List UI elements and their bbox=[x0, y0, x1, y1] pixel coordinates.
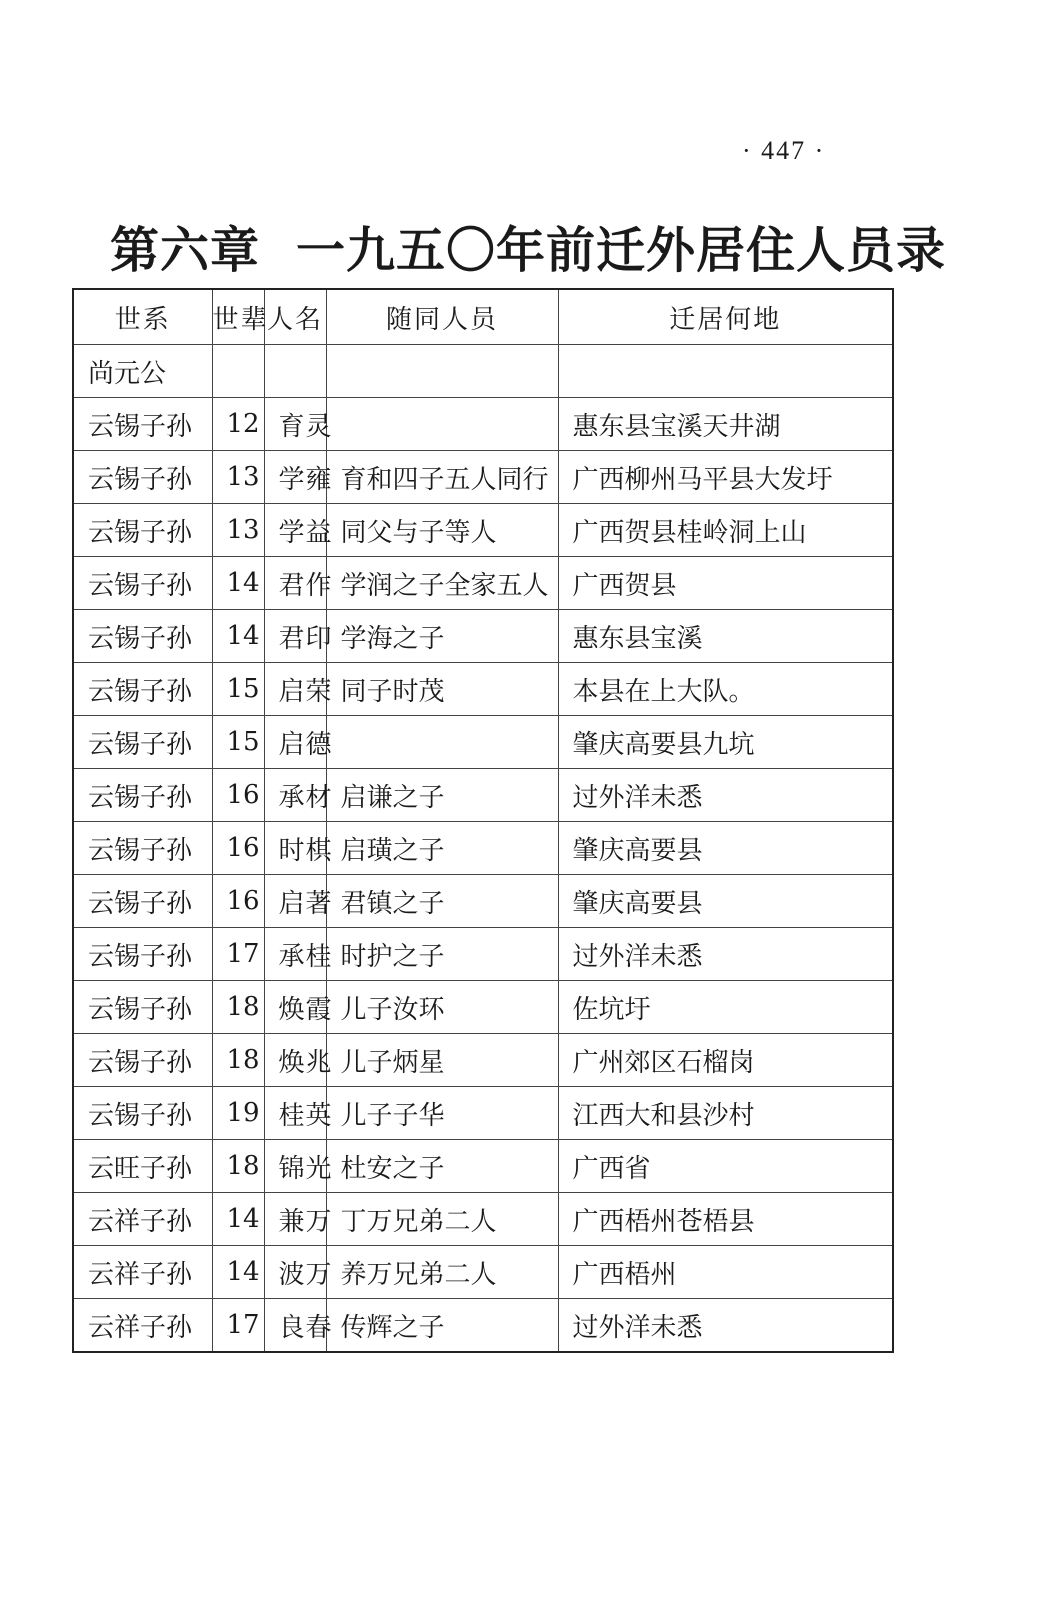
cell-generation: 16 bbox=[212, 769, 264, 822]
cell-companions: 杜安之子 bbox=[326, 1140, 558, 1193]
empty-cell bbox=[326, 345, 558, 398]
cell-companions bbox=[326, 398, 558, 451]
cell-destination: 过外洋未悉 bbox=[558, 769, 893, 822]
empty-cell bbox=[264, 345, 326, 398]
header-name: 人名 bbox=[264, 289, 326, 345]
cell-name: 启荣 bbox=[264, 663, 326, 716]
cell-name: 兼万 bbox=[264, 1193, 326, 1246]
cell-generation: 14 bbox=[212, 1193, 264, 1246]
cell-lineage: 云祥子孙 bbox=[73, 1299, 212, 1353]
chapter-title bbox=[110, 212, 947, 282]
cell-destination: 肇庆高要县 bbox=[558, 822, 893, 875]
table-row bbox=[73, 822, 893, 875]
cell-destination: 广西贺县桂岭洞上山 bbox=[558, 504, 893, 557]
cell-destination: 江西大和县沙村 bbox=[558, 1087, 893, 1140]
cell-name: 桂英 bbox=[264, 1087, 326, 1140]
cell-companions: 儿子子华 bbox=[326, 1087, 558, 1140]
cell-generation: 19 bbox=[212, 1087, 264, 1140]
table-row bbox=[73, 663, 893, 716]
empty-cell bbox=[558, 345, 893, 398]
cell-name: 时棋 bbox=[264, 822, 326, 875]
table-row bbox=[73, 1087, 893, 1140]
cell-name: 锦光 bbox=[264, 1140, 326, 1193]
cell-generation: 14 bbox=[212, 557, 264, 610]
cell-destination: 本县在上大队。 bbox=[558, 663, 893, 716]
table-row bbox=[73, 769, 893, 822]
cell-name: 波万 bbox=[264, 1246, 326, 1299]
header-destination: 迁居何地 bbox=[558, 289, 893, 345]
cell-companions: 君镇之子 bbox=[326, 875, 558, 928]
table-row bbox=[73, 928, 893, 981]
cell-lineage: 云锡子孙 bbox=[73, 1087, 212, 1140]
cell-destination: 广西梧州 bbox=[558, 1246, 893, 1299]
cell-lineage: 云锡子孙 bbox=[73, 928, 212, 981]
cell-name: 学雍 bbox=[264, 451, 326, 504]
cell-companions: 传辉之子 bbox=[326, 1299, 558, 1353]
table-row bbox=[73, 504, 893, 557]
emigration-record-table bbox=[72, 288, 894, 1353]
table-row bbox=[73, 1299, 893, 1353]
cell-lineage: 云旺子孙 bbox=[73, 1140, 212, 1193]
table-row bbox=[73, 1246, 893, 1299]
cell-lineage: 云祥子孙 bbox=[73, 1193, 212, 1246]
cell-destination: 广州郊区石榴岗 bbox=[558, 1034, 893, 1087]
table-row bbox=[73, 1193, 893, 1246]
cell-lineage: 云锡子孙 bbox=[73, 610, 212, 663]
chapter-number: 第六章 bbox=[110, 221, 261, 279]
cell-name: 良春 bbox=[264, 1299, 326, 1353]
cell-name: 焕霞 bbox=[264, 981, 326, 1034]
table-row bbox=[73, 981, 893, 1034]
cell-lineage: 云锡子孙 bbox=[73, 716, 212, 769]
cell-generation: 17 bbox=[212, 1299, 264, 1353]
group-row bbox=[73, 345, 893, 398]
cell-generation: 18 bbox=[212, 981, 264, 1034]
table-row bbox=[73, 557, 893, 610]
cell-generation: 12 bbox=[212, 398, 264, 451]
cell-generation: 17 bbox=[212, 928, 264, 981]
cell-generation: 18 bbox=[212, 1034, 264, 1087]
cell-companions: 启璜之子 bbox=[326, 822, 558, 875]
cell-companions: 儿子汝环 bbox=[326, 981, 558, 1034]
cell-generation: 15 bbox=[212, 716, 264, 769]
cell-destination: 肇庆高要县 bbox=[558, 875, 893, 928]
table-row bbox=[73, 875, 893, 928]
cell-destination: 过外洋未悉 bbox=[558, 928, 893, 981]
cell-lineage: 云锡子孙 bbox=[73, 1034, 212, 1087]
cell-name: 焕兆 bbox=[264, 1034, 326, 1087]
table-row bbox=[73, 610, 893, 663]
cell-destination: 过外洋未悉 bbox=[558, 1299, 893, 1353]
cell-generation: 13 bbox=[212, 504, 264, 557]
cell-destination: 惠东县宝溪 bbox=[558, 610, 893, 663]
table-row bbox=[73, 398, 893, 451]
cell-lineage: 云锡子孙 bbox=[73, 557, 212, 610]
cell-lineage: 云锡子孙 bbox=[73, 769, 212, 822]
cell-lineage: 云祥子孙 bbox=[73, 1246, 212, 1299]
cell-lineage: 云锡子孙 bbox=[73, 504, 212, 557]
cell-generation: 16 bbox=[212, 822, 264, 875]
cell-destination: 广西省 bbox=[558, 1140, 893, 1193]
cell-generation: 14 bbox=[212, 610, 264, 663]
cell-generation: 13 bbox=[212, 451, 264, 504]
cell-companions: 丁万兄弟二人 bbox=[326, 1193, 558, 1246]
cell-companions: 学润之子全家五人 bbox=[326, 557, 558, 610]
empty-cell bbox=[212, 345, 264, 398]
cell-companions bbox=[326, 716, 558, 769]
cell-name: 承桂 bbox=[264, 928, 326, 981]
table-row bbox=[73, 716, 893, 769]
cell-name: 君印 bbox=[264, 610, 326, 663]
cell-companions: 启谦之子 bbox=[326, 769, 558, 822]
header-lineage: 世系 bbox=[73, 289, 212, 345]
cell-generation: 18 bbox=[212, 1140, 264, 1193]
header-generation: 世辈 bbox=[212, 289, 264, 345]
page-number: · 447 · bbox=[742, 136, 826, 165]
cell-companions: 同父与子等人 bbox=[326, 504, 558, 557]
cell-lineage: 云锡子孙 bbox=[73, 663, 212, 716]
cell-destination: 惠东县宝溪天井湖 bbox=[558, 398, 893, 451]
cell-name: 承材 bbox=[264, 769, 326, 822]
cell-name: 君作 bbox=[264, 557, 326, 610]
cell-name: 学益 bbox=[264, 504, 326, 557]
cell-destination: 佐坑圩 bbox=[558, 981, 893, 1034]
cell-destination: 广西柳州马平县大发圩 bbox=[558, 451, 893, 504]
table-row bbox=[73, 1140, 893, 1193]
cell-lineage: 云锡子孙 bbox=[73, 981, 212, 1034]
cell-destination: 广西梧州苍梧县 bbox=[558, 1193, 893, 1246]
cell-name: 启著 bbox=[264, 875, 326, 928]
cell-lineage: 云锡子孙 bbox=[73, 875, 212, 928]
chapter-title-text: 一九五〇年前迁外居住人员录 bbox=[296, 221, 947, 279]
table-row bbox=[73, 451, 893, 504]
cell-destination: 广西贺县 bbox=[558, 557, 893, 610]
cell-companions: 时护之子 bbox=[326, 928, 558, 981]
cell-companions: 学海之子 bbox=[326, 610, 558, 663]
cell-generation: 14 bbox=[212, 1246, 264, 1299]
cell-companions: 养万兄弟二人 bbox=[326, 1246, 558, 1299]
cell-name: 启德 bbox=[264, 716, 326, 769]
cell-generation: 16 bbox=[212, 875, 264, 928]
cell-companions: 同子时茂 bbox=[326, 663, 558, 716]
table-row bbox=[73, 1034, 893, 1087]
group-label: 尚元公 bbox=[73, 345, 212, 398]
cell-lineage: 云锡子孙 bbox=[73, 398, 212, 451]
cell-companions: 儿子炳星 bbox=[326, 1034, 558, 1087]
cell-name: 育灵 bbox=[264, 398, 326, 451]
cell-generation: 15 bbox=[212, 663, 264, 716]
header-companions: 随同人员 bbox=[326, 289, 558, 345]
cell-lineage: 云锡子孙 bbox=[73, 451, 212, 504]
cell-companions: 育和四子五人同行 bbox=[326, 451, 558, 504]
table-header-row bbox=[73, 289, 893, 345]
cell-destination: 肇庆高要县九坑 bbox=[558, 716, 893, 769]
cell-lineage: 云锡子孙 bbox=[73, 822, 212, 875]
